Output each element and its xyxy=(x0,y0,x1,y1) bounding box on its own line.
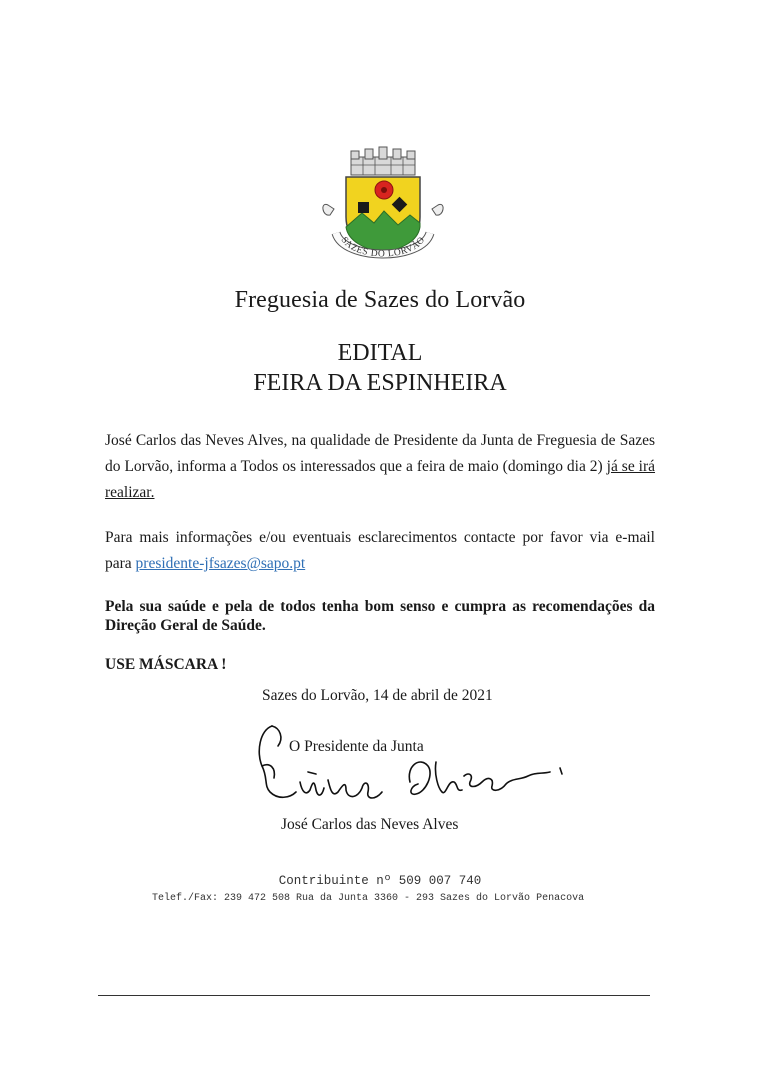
mask-notice: USE MÁSCARA ! xyxy=(105,656,227,673)
contact-text: Para mais informações e/ou eventuais esclarecimentos contacte por favor via e-mail para xyxy=(105,529,655,572)
announcement-underlined: já se irá realizar. xyxy=(105,458,656,501)
title-line-2: FEIRA DA ESPINHEIRA xyxy=(253,370,507,396)
contact-paragraph xyxy=(105,525,655,577)
signatory-role: O Presidente da Junta xyxy=(289,738,424,755)
coat-motto-text: SAZES DO LORVÃO xyxy=(338,235,428,260)
email-link[interactable]: presidente-jfsazes@sapo.pt xyxy=(135,555,306,572)
announcement-paragraph xyxy=(105,428,655,506)
document-title xyxy=(0,338,760,398)
announcement-text: José Carlos das Neves Alves, na qualidade de Presidente da Junta de Freguesia de Sazes do Lorvão, informa a Todos os interessados que a feira de maio (domingo dia 2) xyxy=(105,432,655,475)
organization-name: Freguesia de Sazes do Lorvão xyxy=(234,287,526,313)
title-line-1: EDITAL xyxy=(337,340,423,366)
tax-id: Contribuinte nº 509 007 740 xyxy=(278,874,482,888)
place-and-date: Sazes do Lorvão, 14 de abril de 2021 xyxy=(262,687,493,704)
signatory-name: José Carlos das Neves Alves xyxy=(281,816,459,833)
contact-address: Telef./Fax: 239 472 508 Rua da Junta 3360 - 293 Sazes do Lorvão Penacova xyxy=(152,893,585,904)
handwritten-signature xyxy=(250,722,580,812)
footer-divider xyxy=(98,995,650,996)
health-advice-paragraph: Pela sua saúde e pela de todos tenha bom senso e cumpra as recomendações da Direção Geral de Saúde. xyxy=(105,598,655,634)
coat-of-arms-logo xyxy=(318,143,448,273)
